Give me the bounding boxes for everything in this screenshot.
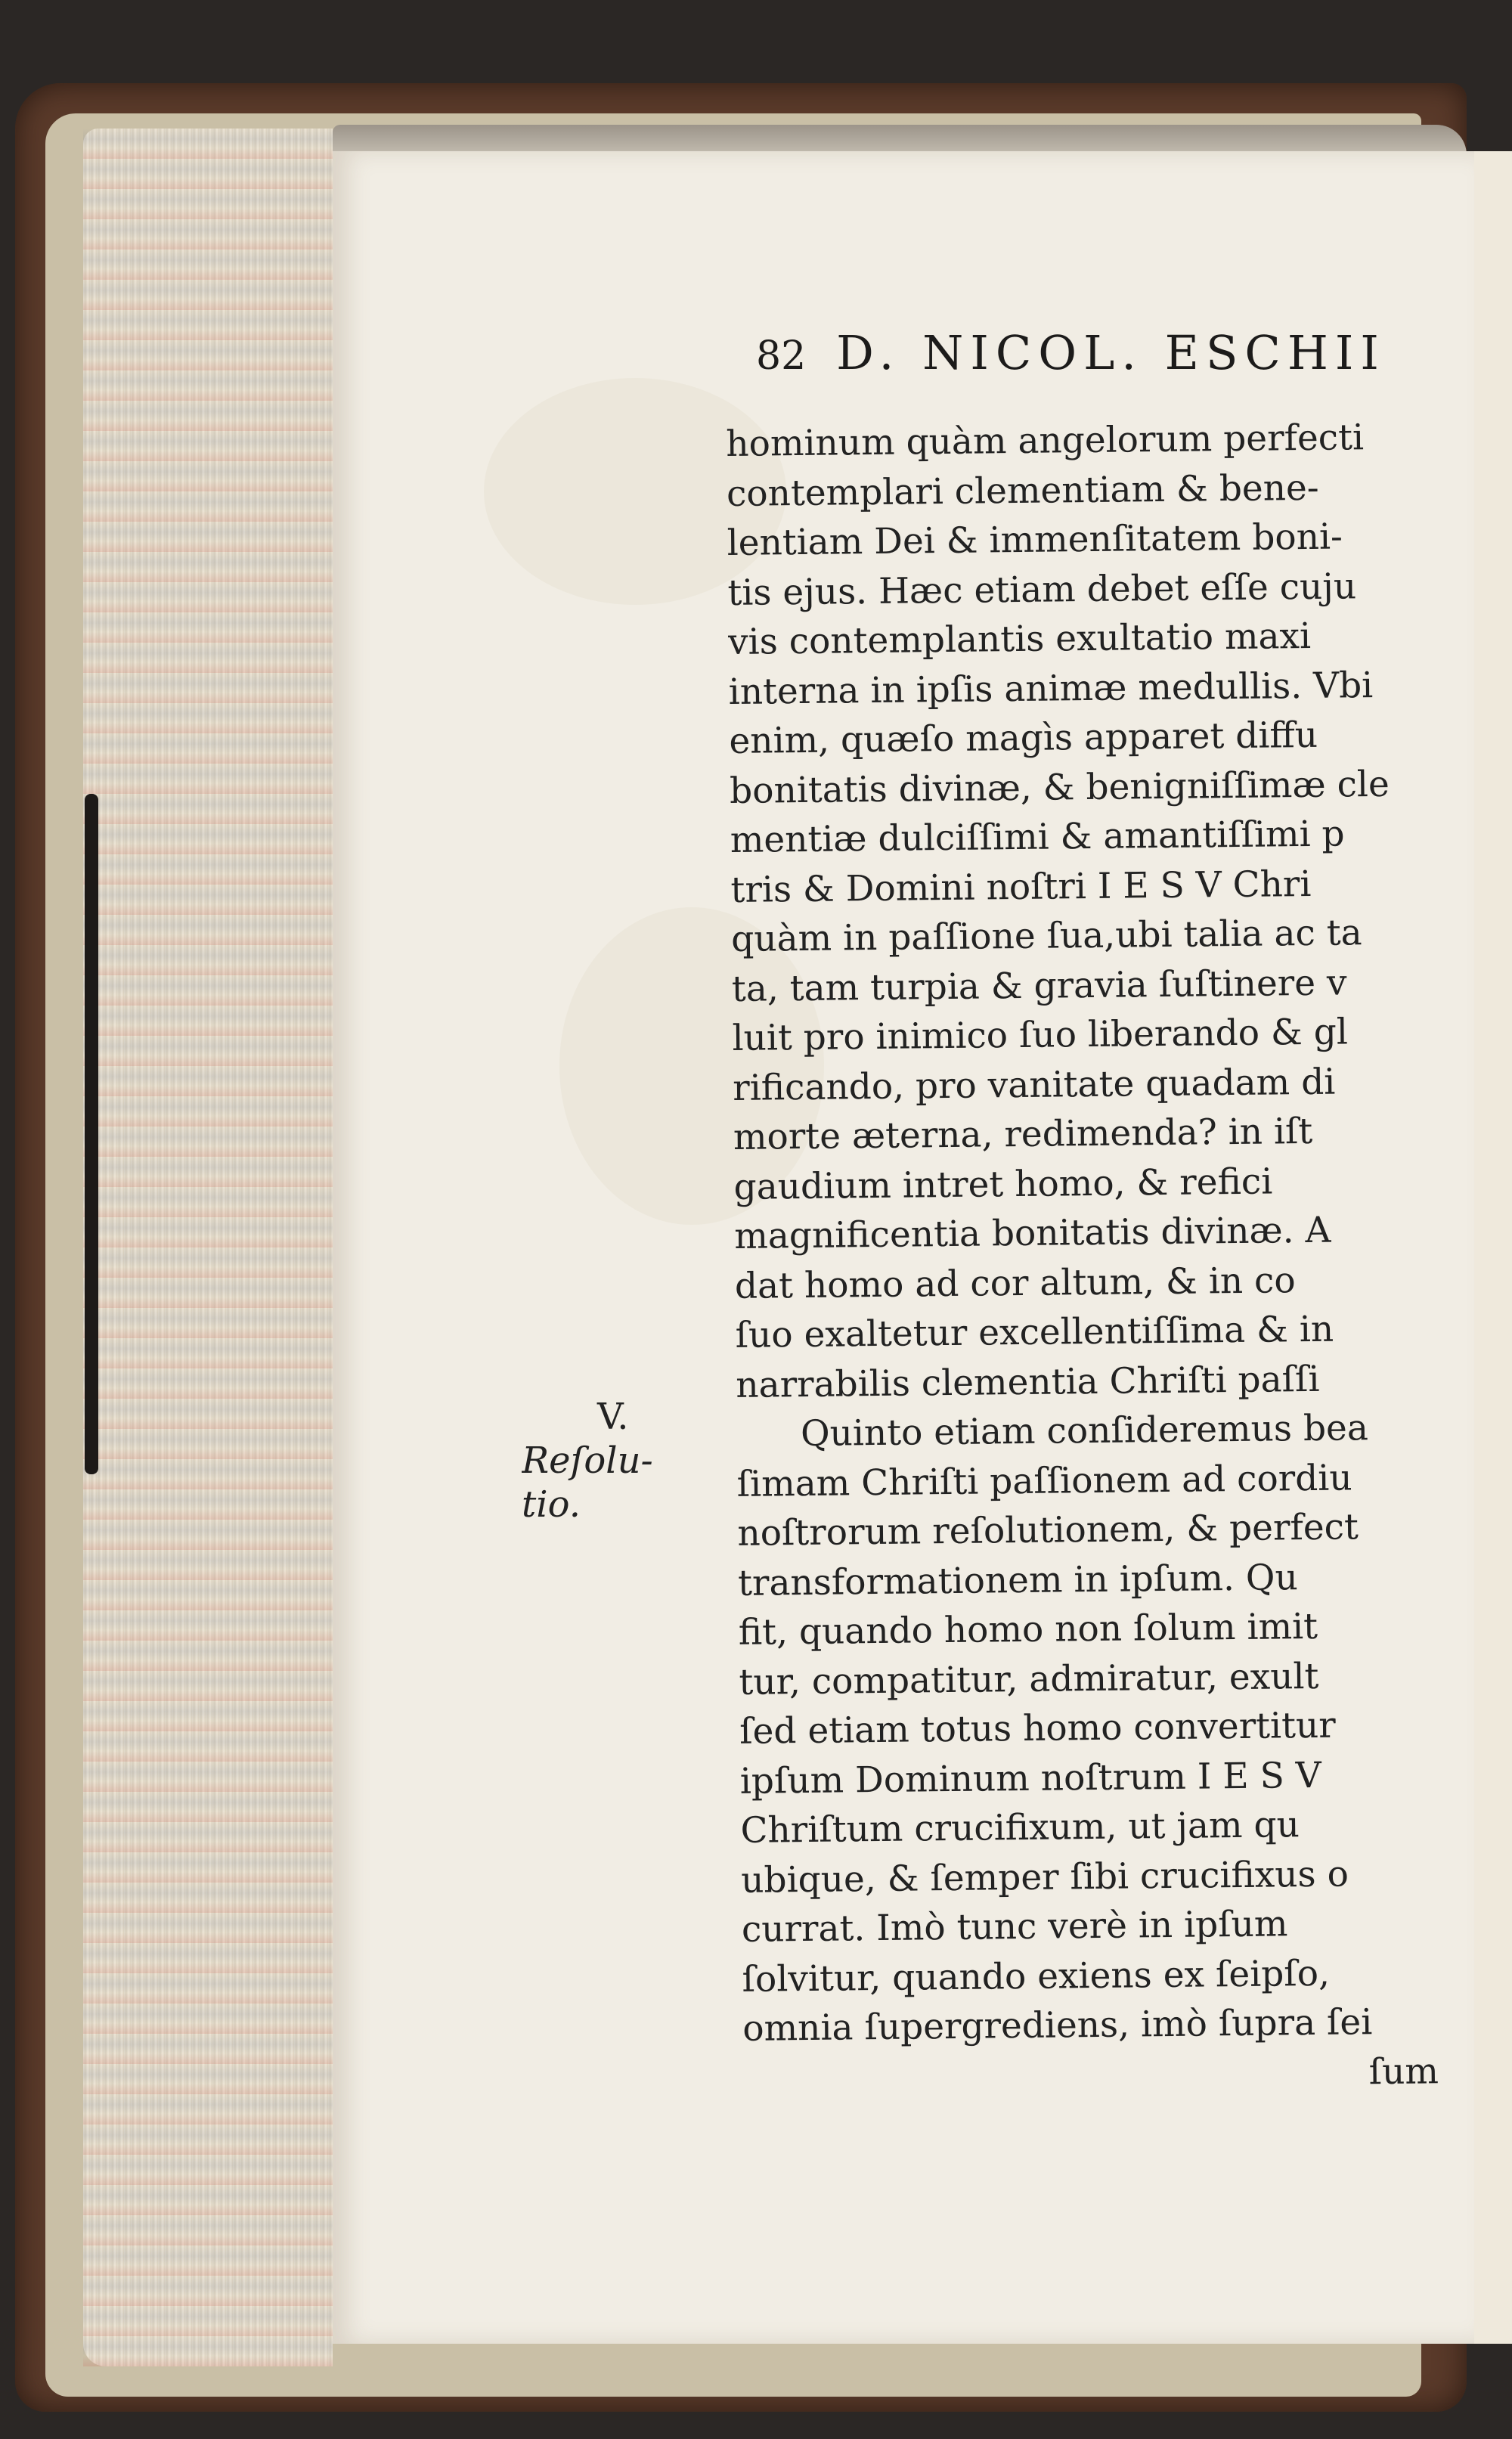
- text-line: ſimam Chriſti paſſionem ad cordiu: [736, 1456, 1352, 1505]
- text-line: hominum quàm angelorum perfecti: [726, 417, 1365, 465]
- running-head: [756, 325, 1512, 380]
- margin-note-number: V.: [597, 1396, 629, 1438]
- text-line: tis ejus. Hæc etiam debet eſſe cuju: [727, 565, 1357, 614]
- text-line: transformationem in ipſum. Qu: [737, 1556, 1298, 1604]
- text-line: mentiæ dulciſſimi & amantiſſimi p: [730, 813, 1345, 861]
- text-line: tris & Domini noſtri I E S V Chri: [730, 863, 1312, 911]
- margin-note-line: tio.: [522, 1483, 581, 1526]
- text-line: ſed etiam totus homo convertitur: [739, 1704, 1336, 1753]
- text-line: dat homo ad cor altum, & in co: [734, 1259, 1296, 1307]
- facing-page-edge: [1474, 151, 1512, 2344]
- text-line: gaudium intret homo, & refici: [733, 1160, 1273, 1208]
- text-line: fit, quando homo non ſolum imit: [738, 1605, 1318, 1653]
- text-line: morte æterna, redimenda? in iſt: [733, 1110, 1313, 1158]
- text-line: magnificentia bonitatis divinæ. A: [734, 1209, 1331, 1257]
- paragraph-start-line: Quinto etiam conſideremus bea: [800, 1407, 1369, 1455]
- text-line: lentiam Dei & immenſitatem boni-: [727, 516, 1343, 564]
- running-title: D. NICOL. ESCHII: [836, 325, 1386, 380]
- text-line: omnia ſupergrediens, imò ſupra ſei: [742, 2001, 1373, 2050]
- text-line: bonitatis divinæ, & benigniſſimæ cle: [729, 763, 1390, 812]
- page-number: 82: [756, 333, 807, 379]
- text-line: interna in ipſis animæ medullis. Vbi: [728, 664, 1374, 713]
- text-line: tur, compatitur, admiratur, exult: [739, 1655, 1319, 1703]
- text-line: ubique, & ſemper ſibi crucifixus o: [740, 1852, 1349, 1901]
- text-line: contemplari clementiam & bene-: [726, 466, 1319, 515]
- text-line: ſuo exaltetur excellentiſſima & in: [735, 1308, 1334, 1356]
- catchword: ſum: [1368, 2050, 1439, 2093]
- text-line: rificando, pro vanitate quadam di: [732, 1061, 1336, 1109]
- body-text: [726, 412, 1469, 2103]
- margin-note-line: Reſolu-: [522, 1440, 653, 1482]
- text-line: quàm in paſſione ſua,ubi talia ac ta: [730, 912, 1362, 960]
- page-edges: [83, 129, 333, 2366]
- spine-shadow: [85, 794, 98, 1474]
- text-line: ipſum Dominum noſtrum I E S V: [739, 1754, 1321, 1802]
- margin-note: [522, 1395, 703, 1526]
- text-line: Chriſtum crucifixum, ut jam qu: [740, 1804, 1300, 1852]
- text-line: narrabilis clementia Chriſti paſſi: [736, 1358, 1320, 1406]
- text-line: luit pro inimico ſuo liberando & gl: [732, 1011, 1349, 1059]
- text-line: ſolvitur, quando exiens ex ſeipſo,: [742, 1952, 1331, 2000]
- text-line: vis contemplantis exultatio maxi: [727, 615, 1312, 663]
- text-line: currat. Imò tunc verè in ipſum: [741, 1903, 1288, 1951]
- text-line: enim, quæſo magìs apparet diffu: [729, 714, 1318, 762]
- text-line: noſtrorum reſolutionem, & perfect: [737, 1506, 1359, 1554]
- text-line: ta, tam turpia & gravia ſuſtinere v: [731, 961, 1347, 1010]
